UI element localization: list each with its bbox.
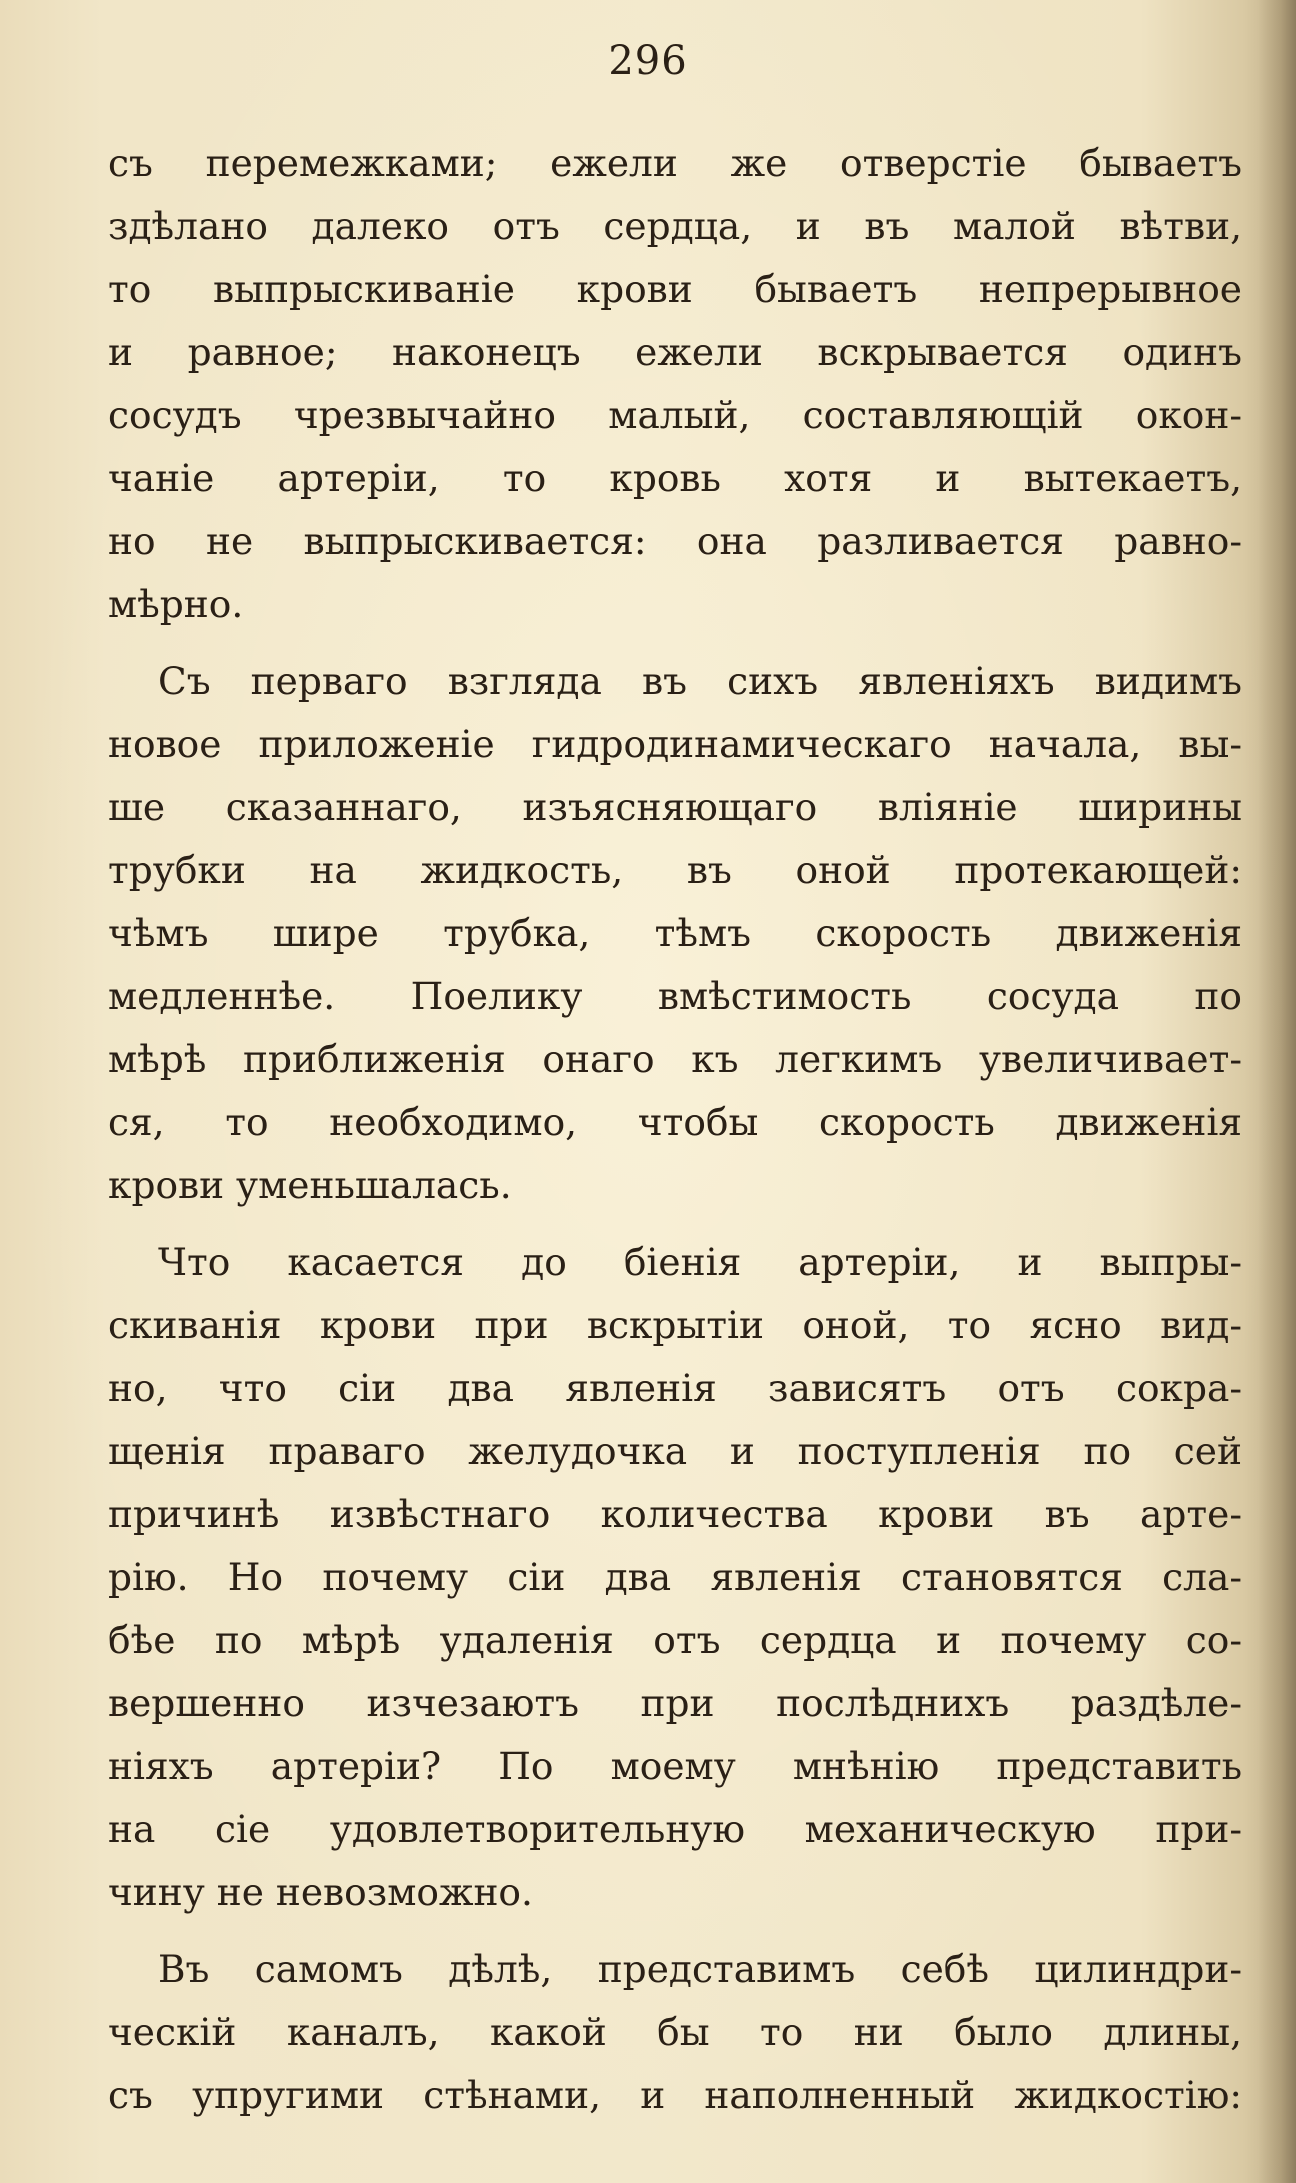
text-line: на сіе удовлетворительную механическую при- <box>108 1807 1242 1851</box>
page-number: 296 <box>608 38 688 84</box>
text-line: медленнѣе. Поелику вмѣстимость сосуда по <box>108 974 1242 1018</box>
text-line: причинѣ извѣстнаго количества крови въ арте- <box>108 1492 1242 1536</box>
text-line: ше сказаннаго, изъясняющаго вліяніе ширины <box>108 785 1242 829</box>
page-edge-shadow <box>1258 0 1296 2183</box>
text-line: ческій каналъ, какой бы то ни было длины, <box>108 2010 1242 2054</box>
text-line: щенія праваго желудочка и поступленія по сей <box>108 1429 1242 1473</box>
text-line: крови уменьшалась. <box>108 1163 512 1207</box>
text-line: мѣрѣ приближенія онаго къ легкимъ увеличивает- <box>108 1037 1242 1081</box>
text-line: ся, то необходимо, чтобы скорость движенія <box>108 1100 1242 1144</box>
text-line: ніяхъ артеріи? По моему мнѣнію представить <box>108 1744 1242 1788</box>
text-line: но, что сіи два явленія зависятъ отъ сокра- <box>108 1366 1242 1410</box>
text-line: то выпрыскиваніе крови бываетъ непрерывное <box>108 267 1242 311</box>
text-line: и равное; наконецъ ежели вскрывается одинъ <box>108 330 1242 374</box>
text-line: новое приложеніе гидродинамическаго начала, вы- <box>108 722 1242 766</box>
paragraph-gap <box>108 636 1242 650</box>
text-line: вершенно изчезаютъ при послѣднихъ раздѣле- <box>108 1681 1242 1725</box>
text-line: сосудъ чрезвычайно малый, составляющій окон- <box>108 393 1242 437</box>
text-line: мѣрно. <box>108 582 244 626</box>
text-line: бѣе по мѣрѣ удаленія отъ сердца и почему со- <box>108 1618 1242 1662</box>
text-line: чаніе артеріи, то кровь хотя и вытекаетъ, <box>108 456 1242 500</box>
text-line: съ упругими стѣнами, и наполненный жидкостію: <box>108 2073 1242 2117</box>
text-line: съ перемежками; ежели же отверстіе бываетъ <box>108 141 1242 185</box>
text-line: Съ перваго взгляда въ сихъ явленіяхъ видимъ <box>158 659 1242 703</box>
text-line: но не выпрыскивается: она разливается равно- <box>108 519 1242 563</box>
paragraph <box>108 132 1242 636</box>
text-line: рію. Но почему сіи два явленія становятся сла- <box>108 1555 1242 1599</box>
text-line: трубки на жидкость, въ оной протекающей: <box>108 848 1242 892</box>
body-text <box>108 132 1242 2127</box>
text-line: здѣлано далеко отъ сердца, и въ малой вѣтви, <box>108 204 1242 248</box>
text-line: чѣмъ шире трубка, тѣмъ скорость движенія <box>108 911 1242 955</box>
paragraph <box>108 1231 1242 1924</box>
text-line: чину не невозможно. <box>108 1870 533 1914</box>
paragraph <box>108 650 1242 1217</box>
text-line: Что касается до біенія артеріи, и выпры- <box>158 1240 1242 1284</box>
text-line: скиванія крови при вскрытіи оной, то ясно вид- <box>108 1303 1242 1347</box>
paragraph-gap <box>108 1924 1242 1938</box>
paragraph-gap <box>108 1217 1242 1231</box>
text-line: Въ самомъ дѣлѣ, представимъ себѣ цилиндри- <box>158 1947 1242 1991</box>
paragraph <box>108 1938 1242 2127</box>
